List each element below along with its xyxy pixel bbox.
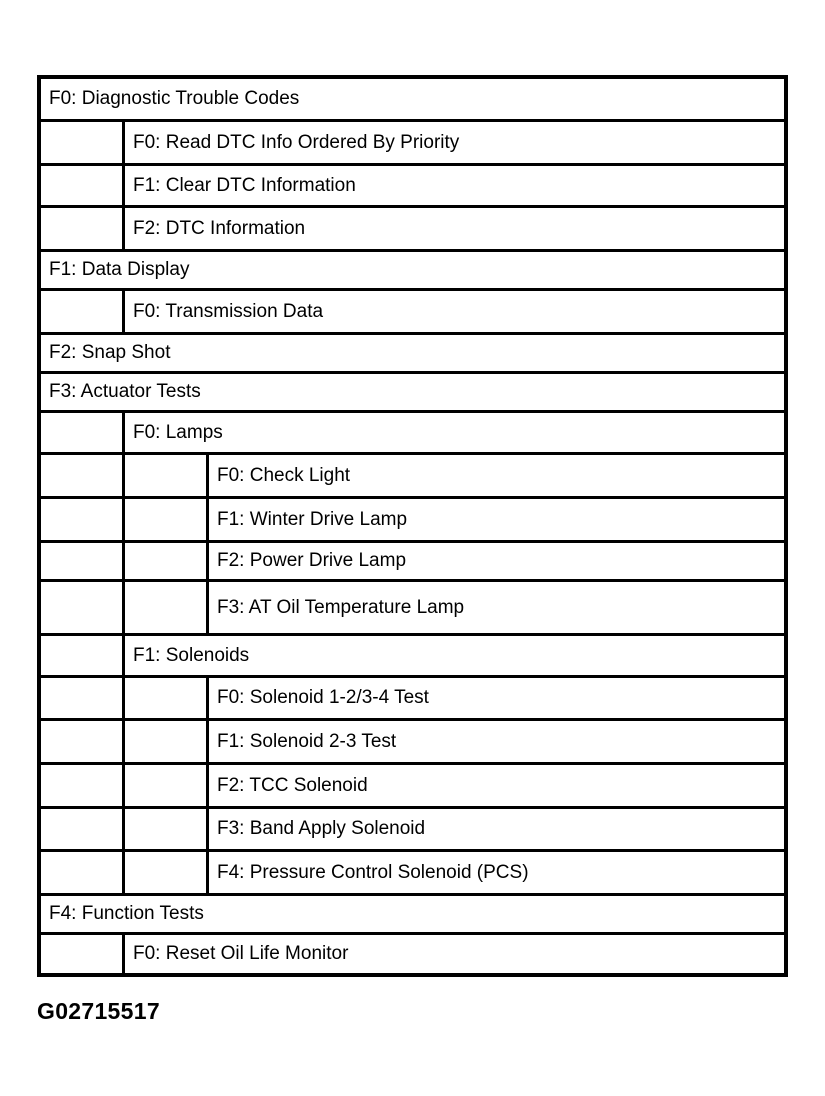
menu-row: [41, 496, 784, 540]
menu-item-label: F2: DTC Information: [133, 217, 306, 239]
menu-row: [41, 540, 784, 579]
menu-item-label: F2: TCC Solenoid: [217, 774, 368, 796]
menu-item-label: F3: Band Apply Solenoid: [217, 818, 426, 839]
menu-row: [41, 410, 784, 452]
indent-cell: [125, 678, 209, 718]
indent-cell: [41, 208, 125, 249]
indent-cell: [125, 499, 209, 540]
figure-id: G02715517: [37, 998, 160, 1024]
menu-item-label: F4: Pressure Control Solenoid (PCS): [217, 861, 529, 883]
indent-cell: [125, 582, 209, 633]
indent-cell: [41, 291, 125, 332]
indent-cell: [41, 455, 125, 496]
menu-row: [41, 119, 784, 163]
menu-item-label: F1: Clear DTC Information: [133, 174, 356, 196]
menu-row: [41, 806, 784, 849]
indent-cell: [41, 122, 125, 163]
indent-cell: [125, 765, 209, 806]
indent-cell: [41, 721, 125, 762]
menu-row: [41, 79, 784, 119]
indent-cell: [41, 678, 125, 718]
menu-row: [41, 718, 784, 762]
menu-row: [41, 932, 784, 973]
indent-cell: [41, 935, 125, 973]
menu-row: [41, 288, 784, 332]
menu-row: [41, 249, 784, 288]
indent-cell: [41, 582, 125, 633]
indent-cell: [41, 809, 125, 849]
indent-cell: [41, 765, 125, 806]
menu-row: [41, 675, 784, 718]
indent-cell: [41, 166, 125, 205]
menu-row: [41, 163, 784, 205]
menu-item-label: F0: Diagnostic Trouble Codes: [49, 88, 300, 109]
indent-cell: [41, 413, 125, 452]
indent-cell: [125, 721, 209, 762]
menu-table: [37, 75, 788, 977]
menu-row: [41, 371, 784, 410]
menu-row: [41, 332, 784, 371]
menu-item-label: F0: Check Light: [217, 464, 351, 486]
indent-cell: [125, 809, 209, 849]
menu-row: [41, 633, 784, 675]
menu-item-label: F2: Power Drive Lamp: [217, 550, 407, 571]
indent-cell: [41, 852, 125, 893]
menu-item-label: F1: Winter Drive Lamp: [217, 508, 408, 530]
menu-item-label: F0: Transmission Data: [133, 300, 324, 322]
menu-row: [41, 849, 784, 893]
menu-row: [41, 579, 784, 633]
menu-row: [41, 762, 784, 806]
menu-item-label: F1: Solenoid 2-3 Test: [217, 730, 397, 752]
indent-cell: [41, 499, 125, 540]
menu-item-label: F0: Solenoid 1-2/3-4 Test: [217, 687, 429, 708]
indent-cell: [125, 455, 209, 496]
menu-item-label: F3: Actuator Tests: [49, 381, 201, 402]
menu-item-label: F2: Snap Shot: [49, 342, 171, 363]
menu-item-label: F0: Reset Oil Life Monitor: [133, 943, 349, 964]
menu-row: [41, 452, 784, 496]
indent-cell: [41, 636, 125, 675]
indent-cell: [125, 852, 209, 893]
menu-item-label: F0: Lamps: [133, 421, 223, 443]
indent-cell: [41, 543, 125, 579]
menu-item-label: F3: AT Oil Temperature Lamp: [217, 596, 465, 618]
menu-item-label: F1: Solenoids: [133, 644, 250, 666]
menu-row: [41, 893, 784, 932]
indent-cell: [125, 543, 209, 579]
menu-row: [41, 205, 784, 249]
menu-item-label: F0: Read DTC Info Ordered By Priority: [133, 131, 460, 153]
menu-item-label: F4: Function Tests: [49, 903, 204, 924]
menu-item-label: F1: Data Display: [49, 259, 190, 280]
